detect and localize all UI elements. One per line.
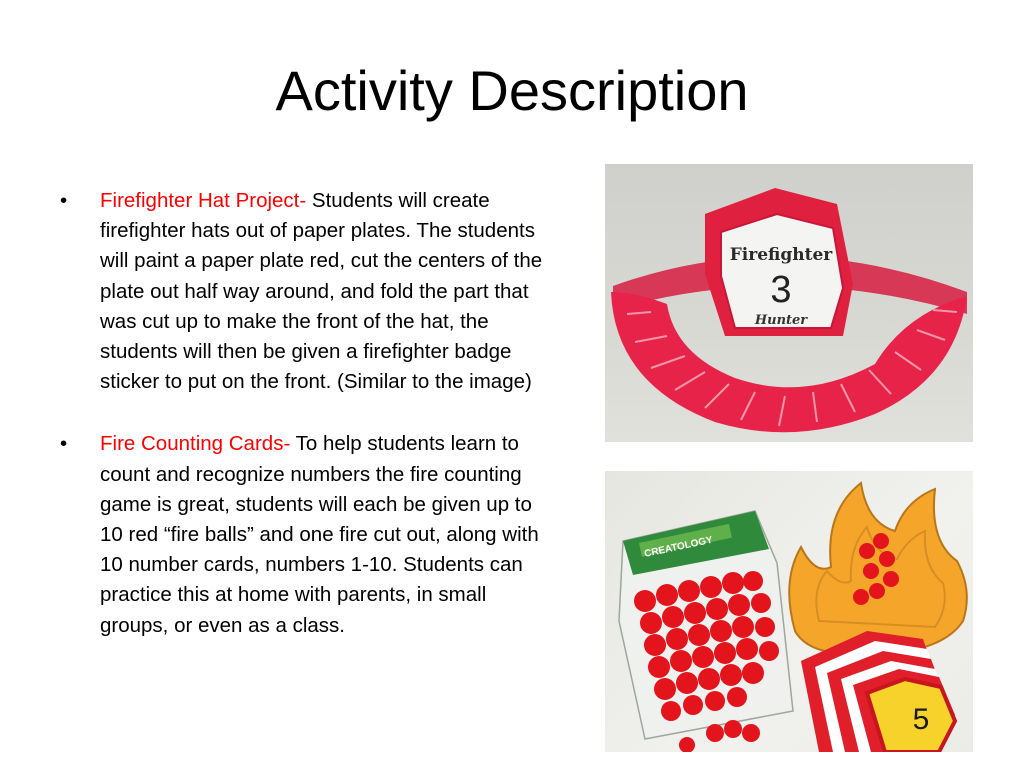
hat-badge-word: Firefighter [729, 245, 833, 265]
bag-label: CREATOLOGY [643, 534, 714, 560]
bullet-marker: • [60, 189, 68, 212]
bullet-text: Students will create firefighter hats out of paper plates. The students will paint a paper plate red, cut the centers of the plate out half way around, and fold the part that was cut up to make the front of the hat, the students will then be given a firefighter badge sticker to put on the front. (Similar to the image) [100, 189, 543, 394]
hat-badge-name: Hunter [754, 313, 808, 328]
bullet-lead: Fire Counting Cards- [100, 432, 291, 456]
slide-title: Activity Description [275, 59, 749, 122]
card-number: 5 [912, 703, 930, 736]
bullet-marker: • [60, 432, 68, 456]
bullet-firefighter-hat [60, 186, 560, 397]
bullet-text: To help students learn to count and recognize numbers the fire counting game is great, students will each be given up to 10 red “fire balls” and one fire cut out, along with 10 number cards, numbers 1-10. Students can practice this at home with parents, in small groups, or even as a class. [100, 432, 539, 637]
fire-counting-photo [605, 471, 973, 752]
bullet-list [60, 186, 560, 673]
bullet-fire-counting [60, 429, 560, 640]
bullet-lead: Firefighter Hat Project- [100, 189, 307, 212]
hat-badge-number: 3 [770, 269, 792, 311]
fire-counting-illustration [605, 471, 973, 752]
firefighter-hat-illustration [605, 164, 973, 442]
firefighter-hat-photo [605, 164, 973, 442]
